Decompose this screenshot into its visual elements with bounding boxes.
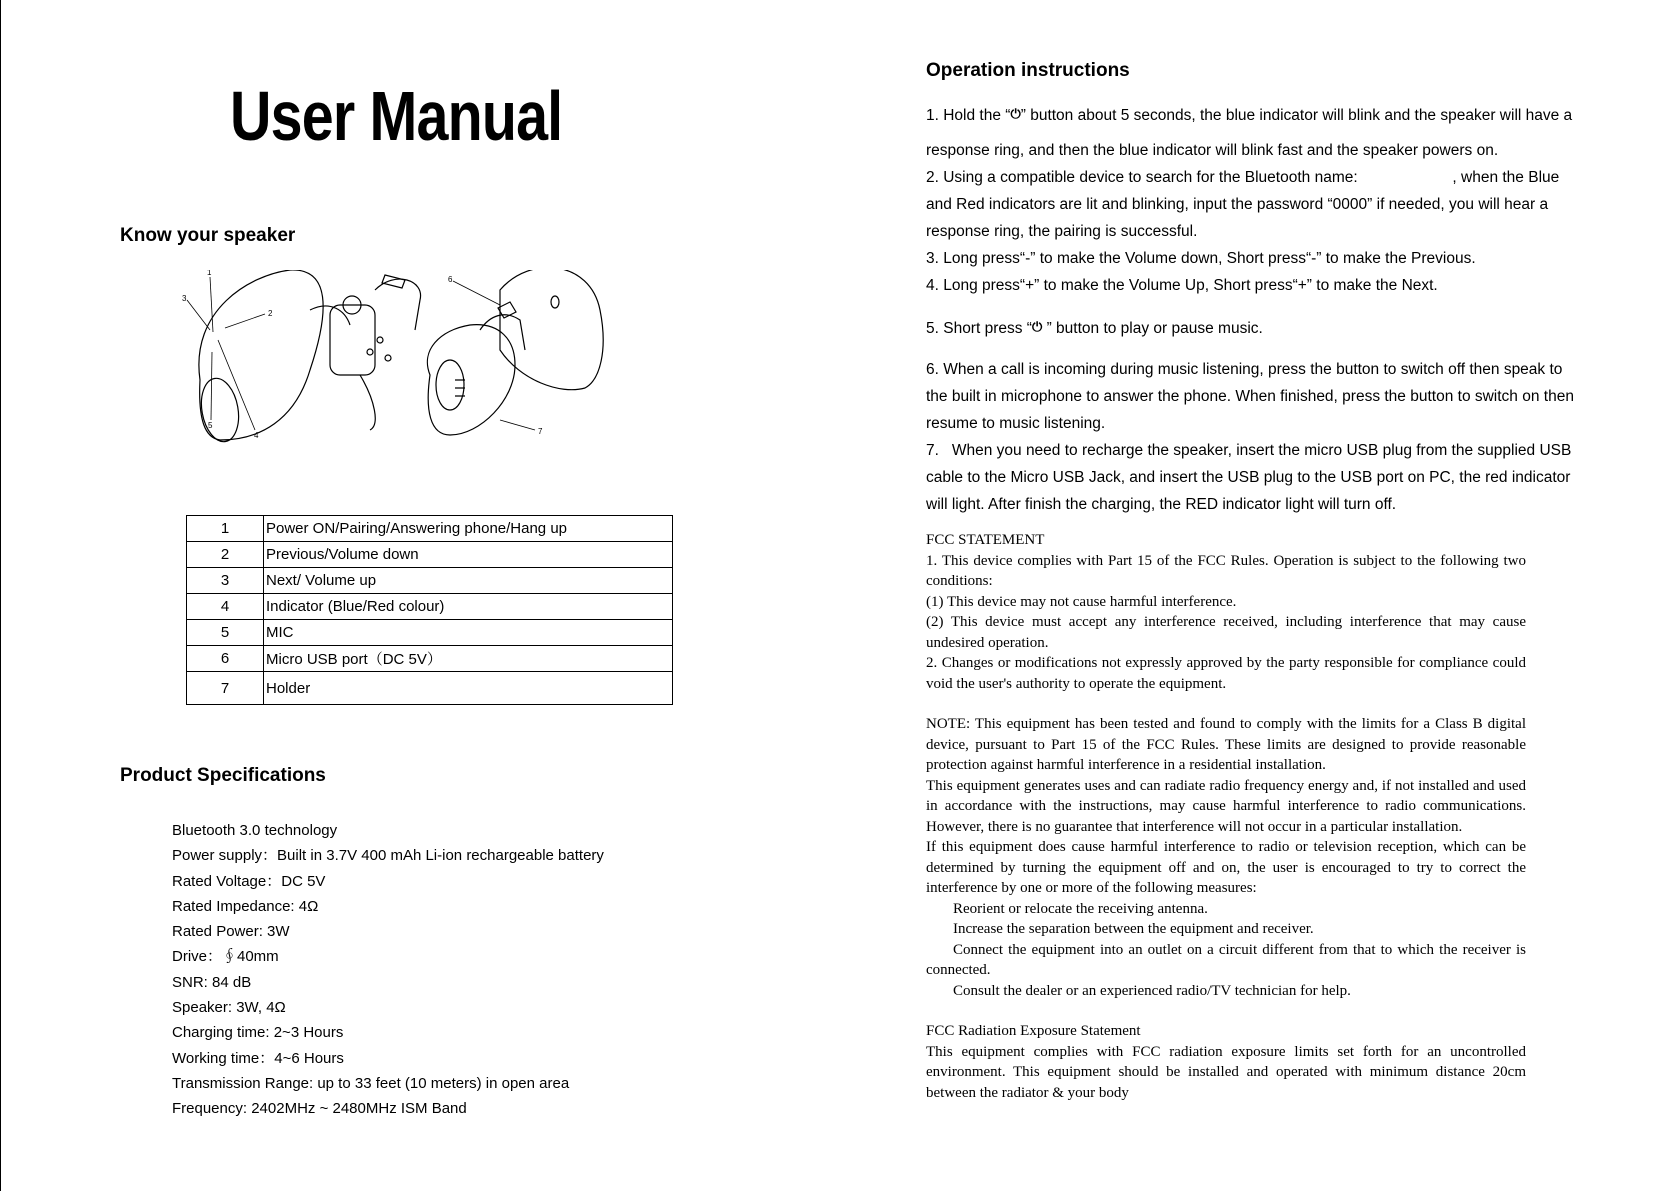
part-label: MIC (264, 620, 673, 646)
diagram-label-1: 1 (207, 270, 212, 277)
op-text: 1. Hold the “ (926, 107, 1011, 124)
op-line: 7. When you need to recharge the speaker, insert the micro USB plug from the supplied USB (926, 442, 1572, 459)
spec-item: Rated Power: 3W (172, 923, 290, 941)
diagram-label-7: 7 (538, 427, 543, 436)
table-row (187, 672, 673, 705)
fcc-measure: Reorient or relocate the receiving antenna. (953, 900, 1208, 917)
fcc-statement (926, 530, 1526, 1103)
part-number: 7 (187, 672, 264, 705)
part-number: 5 (187, 620, 264, 646)
holder-clamp (427, 325, 515, 435)
op-line: the built in microphone to answer the phone. When finished, press the button to switch on then (926, 388, 1574, 405)
op-line (926, 100, 1573, 129)
spec-item: Rated Impedance: 4Ω (172, 897, 319, 915)
fcc-radiation-heading: FCC Radiation Exposure Statement (926, 1023, 1141, 1039)
op-line: response ring, the pairing is successful. (926, 223, 1198, 240)
table-row (187, 568, 673, 594)
op-line: cable to the Micro USB Jack, and insert the USB plug to the USB port on PC, the red indicator (926, 469, 1571, 486)
fcc-paragraph: This equipment generates uses and can radiate radio frequency energy and, if not installed and used in accordance with the instructions, may cause harmful interference to radio communications. However, there is no guarantee that interference will not occur in a particular installation. (926, 777, 1526, 835)
spec-item: Transmission Range: up to 33 feet (10 meters) in open area (172, 1074, 570, 1092)
part-label: Previous/Volume down (264, 542, 673, 568)
speaker-grille-left (197, 375, 244, 444)
table-row (187, 516, 673, 542)
table-row (187, 594, 673, 620)
specs-list (172, 818, 604, 1122)
part-label: Indicator (Blue/Red colour) (264, 594, 673, 620)
op-line: resume to music listening. (926, 415, 1106, 432)
fcc-paragraph: (2) This device must accept any interference received, including interference that may cause undesired operation. (926, 614, 1526, 651)
spec-item: Drive：∮40mm (172, 948, 279, 966)
spec-item: Rated Voltage：DC 5V (172, 872, 326, 890)
fcc-paragraph: (1) This device may not cause harmful interference. (926, 593, 1237, 610)
part-label: Next/ Volume up (264, 568, 673, 594)
op-line: 2. Using a compatible device to search for the Bluetooth name: , when the Blue (926, 169, 1560, 186)
op-line: will light. After finish the charging, the RED indicator light will turn off. (926, 496, 1397, 513)
part-number: 6 (187, 646, 264, 672)
mount-left (330, 305, 375, 375)
diagram-label-3: 3 (182, 294, 187, 303)
fcc-measure: Connect the equipment into an outlet on a circuit different from that to which the receiver is connected. (926, 941, 1526, 978)
table-row (187, 620, 673, 646)
fcc-measure: Increase the separation between the equipment and receiver. (953, 921, 1314, 937)
table-row (187, 646, 673, 672)
op-text: 5. Short press “ (926, 320, 1032, 337)
spec-item: Power supply：Built in 3.7V 400 mAh Li-ion rechargeable battery (172, 847, 604, 865)
know-your-speaker-heading: Know your speaker (120, 225, 296, 246)
fcc-radiation-text: This equipment complies with FCC radiation exposure limits set forth for an uncontrolled environment. This equipment should be installed and operated with minimum distance 20cm between the radiator & your body (926, 1043, 1526, 1101)
op-line: and Red indicators are lit and blinking, input the password “0000” if needed, you will hear a (926, 196, 1549, 213)
page-border (0, 0, 1, 1191)
power-button-icon: ⏻ (1031, 319, 1043, 334)
op-line (926, 313, 1536, 342)
fcc-paragraph: If this equipment does cause harmful interference to radio or television reception, which can be determined by turning the equipment off and on, the user is encouraged to try to correct the interference by one or more of the following measures: (926, 839, 1526, 896)
diagram-label-6: 6 (448, 275, 453, 284)
fcc-note: NOTE: This equipment has been tested and found to comply with the limits for a Class B digital device, pursuant to Part 15 of the FCC Rules. These limits are designed to provide reasonable protection against harmful interference in a residential installation. (926, 716, 1526, 773)
diagram-label-4: 4 (254, 431, 259, 440)
speaker-shell-right (500, 270, 603, 390)
op-text: ” button about 5 seconds, the blue indicator will blink and the speaker will have a (1020, 107, 1573, 124)
table-row (187, 542, 673, 568)
diagram-label-2: 2 (268, 309, 273, 318)
speaker-diagram (180, 270, 670, 470)
fcc-paragraph: 2. Changes or modifications not expressly approved by the party responsible for compliance could void the user's authority to operate the equipment. (926, 655, 1526, 692)
op-line: response ring, and then the blue indicator will blink fast and the speaker powers on. (926, 142, 1499, 159)
operation-instructions (926, 100, 1574, 518)
part-label: Holder (264, 672, 673, 705)
spec-item: Working time：4~6 Hours (172, 1049, 344, 1067)
spec-item: Speaker: 3W, 4Ω (172, 999, 286, 1017)
page-title: User Manual (230, 77, 563, 155)
part-label: Micro USB port（DC 5V） (264, 646, 673, 672)
parts-table (186, 515, 673, 705)
op-text: ” button to play or pause music. (1042, 320, 1263, 337)
op-line: 4. Long press“+” to make the Volume Up, Short press“+” to make the Next. (926, 277, 1438, 294)
part-number: 4 (187, 594, 264, 620)
product-specifications-heading: Product Specifications (120, 765, 326, 786)
power-button-icon: ⏻ (1010, 106, 1021, 121)
operation-instructions-heading: Operation instructions (926, 60, 1130, 81)
diagram-label-5: 5 (208, 421, 213, 430)
fcc-heading: FCC STATEMENT (926, 532, 1045, 548)
spec-item: Frequency: 2402MHz ~ 2480MHz ISM Band (172, 1100, 467, 1118)
speaker-shell-left (199, 270, 323, 440)
part-number: 3 (187, 568, 264, 594)
spec-item: Bluetooth 3.0 technology (172, 822, 338, 839)
op-line: 3. Long press“-” to make the Volume down, Short press“-” to make the Previous. (926, 250, 1476, 267)
op-line: 6. When a call is incoming during music listening, press the button to switch off then speak to (926, 361, 1563, 378)
part-label: Power ON/Pairing/Answering phone/Hang up (264, 516, 673, 542)
spec-item: Charging time: 2~3 Hours (172, 1024, 344, 1042)
part-number: 2 (187, 542, 264, 568)
part-number: 1 (187, 516, 264, 542)
fcc-paragraph: 1. This device complies with Part 15 of the FCC Rules. Operation is subject to the following two conditions: (926, 552, 1526, 589)
spec-item: SNR: 84 dB (172, 973, 252, 991)
fcc-measure: Consult the dealer or an experienced radio/TV technician for help. (953, 982, 1351, 999)
